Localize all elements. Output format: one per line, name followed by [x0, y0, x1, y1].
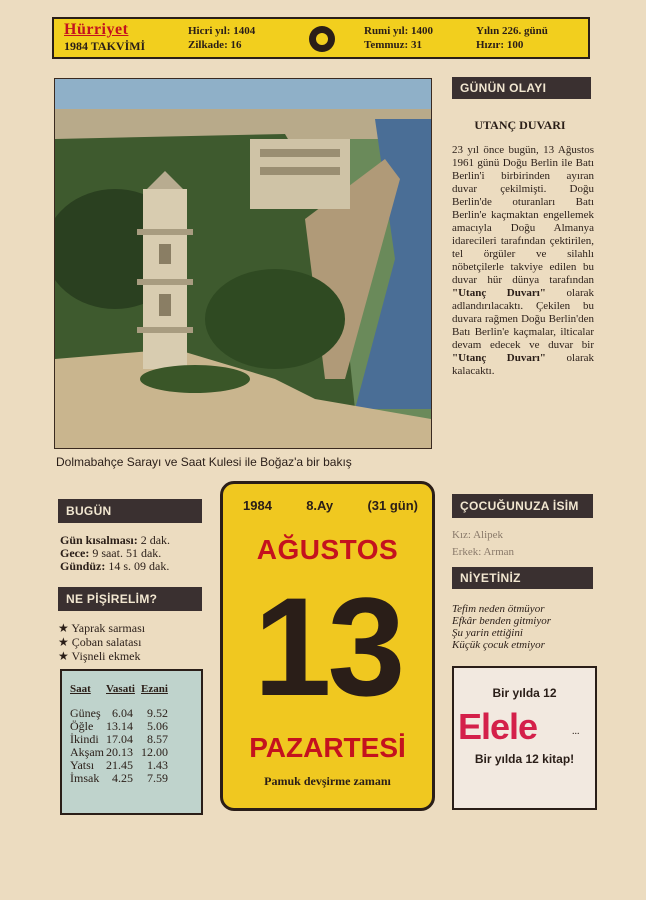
- recipe-item-2: Çoban salatası: [71, 635, 142, 649]
- intent-line-1: Tefim neden ötmüyor: [452, 603, 545, 615]
- prayer-name: Öğle: [70, 719, 94, 733]
- prayer-name: İmsak: [70, 771, 100, 785]
- article-body-text-2: olarak adlandırılacaktı. Çekilen bu duvara rağmen Doğu Berlin'den Batı Berlin'e kaçmalar, ilticalar devam edecek ve duvar bir: [452, 287, 594, 351]
- vasati-time: 17.04: [106, 732, 133, 746]
- elele-advertisement: [452, 666, 597, 810]
- intent-line-2: Efkâr benden gitmiyor: [452, 615, 551, 627]
- recipe-item: ★ Çoban salatası: [58, 635, 142, 649]
- recipe-item: ★ Vişneli ekmek: [58, 649, 141, 663]
- gece-value: 9 saat. 51 dak.: [89, 546, 162, 560]
- ne-pisirelim-header: NE PİŞİRELİM?: [58, 587, 202, 611]
- ezani-time: 8.57: [147, 732, 168, 746]
- prayer-name: Güneş: [70, 706, 101, 720]
- day-number: 13: [253, 568, 402, 725]
- hicri-year: Hicri yıl: 1404: [188, 25, 256, 37]
- table-row: [70, 772, 176, 785]
- calendar-header-bar: [52, 17, 590, 59]
- gunduz-value: 14 s. 09 dak.: [105, 559, 170, 573]
- day-of-year: Yılın 226. günü: [476, 25, 548, 37]
- card-year: 1984: [243, 498, 272, 513]
- col-header-ezani: Ezani: [141, 683, 168, 695]
- article-bold-2: "Utanç Duvarı": [452, 352, 546, 364]
- ezani-time: 5.06: [147, 719, 168, 733]
- vasati-time: 13.14: [106, 719, 133, 733]
- recipe-item-1: Yaprak sarması: [71, 621, 146, 635]
- bugun-header: BUGÜN: [58, 499, 202, 523]
- ezani-time: 1.43: [147, 758, 168, 772]
- day-note: Pamuk devşirme zamanı: [264, 774, 391, 788]
- photo-caption: Dolmabahçe Sarayı ve Saat Kulesi ile Boğaz'a bir bakış: [56, 455, 352, 469]
- girl-name: Kız: Alipek: [452, 529, 504, 541]
- gece-label: Gece:: [60, 546, 90, 560]
- dolmabahce-illustration: [55, 79, 431, 448]
- col-header-saat: Saat: [70, 683, 91, 695]
- prayer-name: İkindi: [70, 732, 99, 746]
- weekday-name: PAZARTESİ: [249, 732, 406, 763]
- takvim-label: 1984 TAKVİMİ: [64, 39, 146, 53]
- gunduz-label: Gündüz:: [60, 559, 106, 573]
- ad-bottom-line: Bir yılda 12 kitap!: [474, 752, 575, 766]
- vasati-time: 20.13: [106, 745, 133, 759]
- card-header: [243, 498, 418, 513]
- ezani-time: 7.59: [147, 771, 168, 785]
- card-days-in-month: (31 gün): [367, 498, 418, 513]
- vasati-time: 6.04: [112, 706, 133, 720]
- hizir-count: Hızır: 100: [476, 39, 524, 51]
- prayer-name: Yatsı: [70, 758, 95, 772]
- recipe-item-3: Vişneli ekmek: [71, 649, 141, 663]
- ezani-time: 9.52: [147, 706, 168, 720]
- article-title: UTANÇ DUVARI: [474, 118, 566, 132]
- gunun-olayi-header: GÜNÜN OLAYI: [452, 77, 591, 99]
- zilkade-day: Zilkade: 16: [188, 39, 242, 51]
- temmuz-day: Temmuz: 31: [364, 39, 422, 51]
- moon-phase-icon: [309, 26, 335, 52]
- ad-dots: ...: [572, 726, 580, 737]
- article-body: [452, 144, 594, 378]
- niyetiniz-header: NİYETİNİZ: [452, 567, 593, 589]
- prayer-times-table: [60, 669, 203, 815]
- article-body-text-3: olarak kalacaktı.: [452, 352, 594, 377]
- day-card: [220, 481, 435, 811]
- boy-name: Erkek: Arman: [452, 546, 515, 558]
- cocugunuza-isim-header: ÇOCUĞUNUZA İSİM: [452, 494, 593, 518]
- elele-logo: Elele: [458, 706, 538, 747]
- intent-line-3: Şu yarin ettiğini: [452, 627, 523, 639]
- gunduz-suresi: [60, 560, 169, 573]
- col-header-vasati: Vasati: [106, 683, 135, 695]
- article-bold-1: "Utanç Duvarı": [452, 287, 546, 299]
- prayer-name: Akşam: [70, 745, 104, 759]
- dolmabahce-photo: [54, 78, 432, 449]
- rumi-year: Rumi yıl: 1400: [364, 25, 434, 37]
- card-month-number: 8.Ay: [306, 498, 334, 513]
- gun-kisalmasi-label: Gün kısalması:: [60, 533, 138, 547]
- month-name: AĞUSTOS: [256, 534, 399, 565]
- vasati-time: 21.45: [106, 758, 133, 772]
- intent-line-4: Küçük çocuk etmiyor: [452, 639, 545, 651]
- vasati-time: 4.25: [112, 771, 133, 785]
- recipe-item: ★ Yaprak sarması: [58, 621, 146, 635]
- article-body-text-1: 23 yıl önce bugün, 13 Ağustos 1961 günü Doğu Berlin ile Batı Berlin'i birbirinden ayıran duvar çekilmişti. Doğu Berlin'de oturanları Batı Berlin'e kaçmaktan engellemek amacıyla Doğu Almanya idarecileri tarafından çektirilen, tel örgüler ve silahlı nöbetçilerle takviye edilen bu duvar hür dünya tarafından: [452, 144, 594, 286]
- gun-kisalmasi-value: 2 dak.: [137, 533, 171, 547]
- hurriyet-logo: Hürriyet: [64, 21, 129, 38]
- ad-top-line: Bir yılda 12: [492, 686, 557, 700]
- ezani-time: 12.00: [141, 745, 168, 759]
